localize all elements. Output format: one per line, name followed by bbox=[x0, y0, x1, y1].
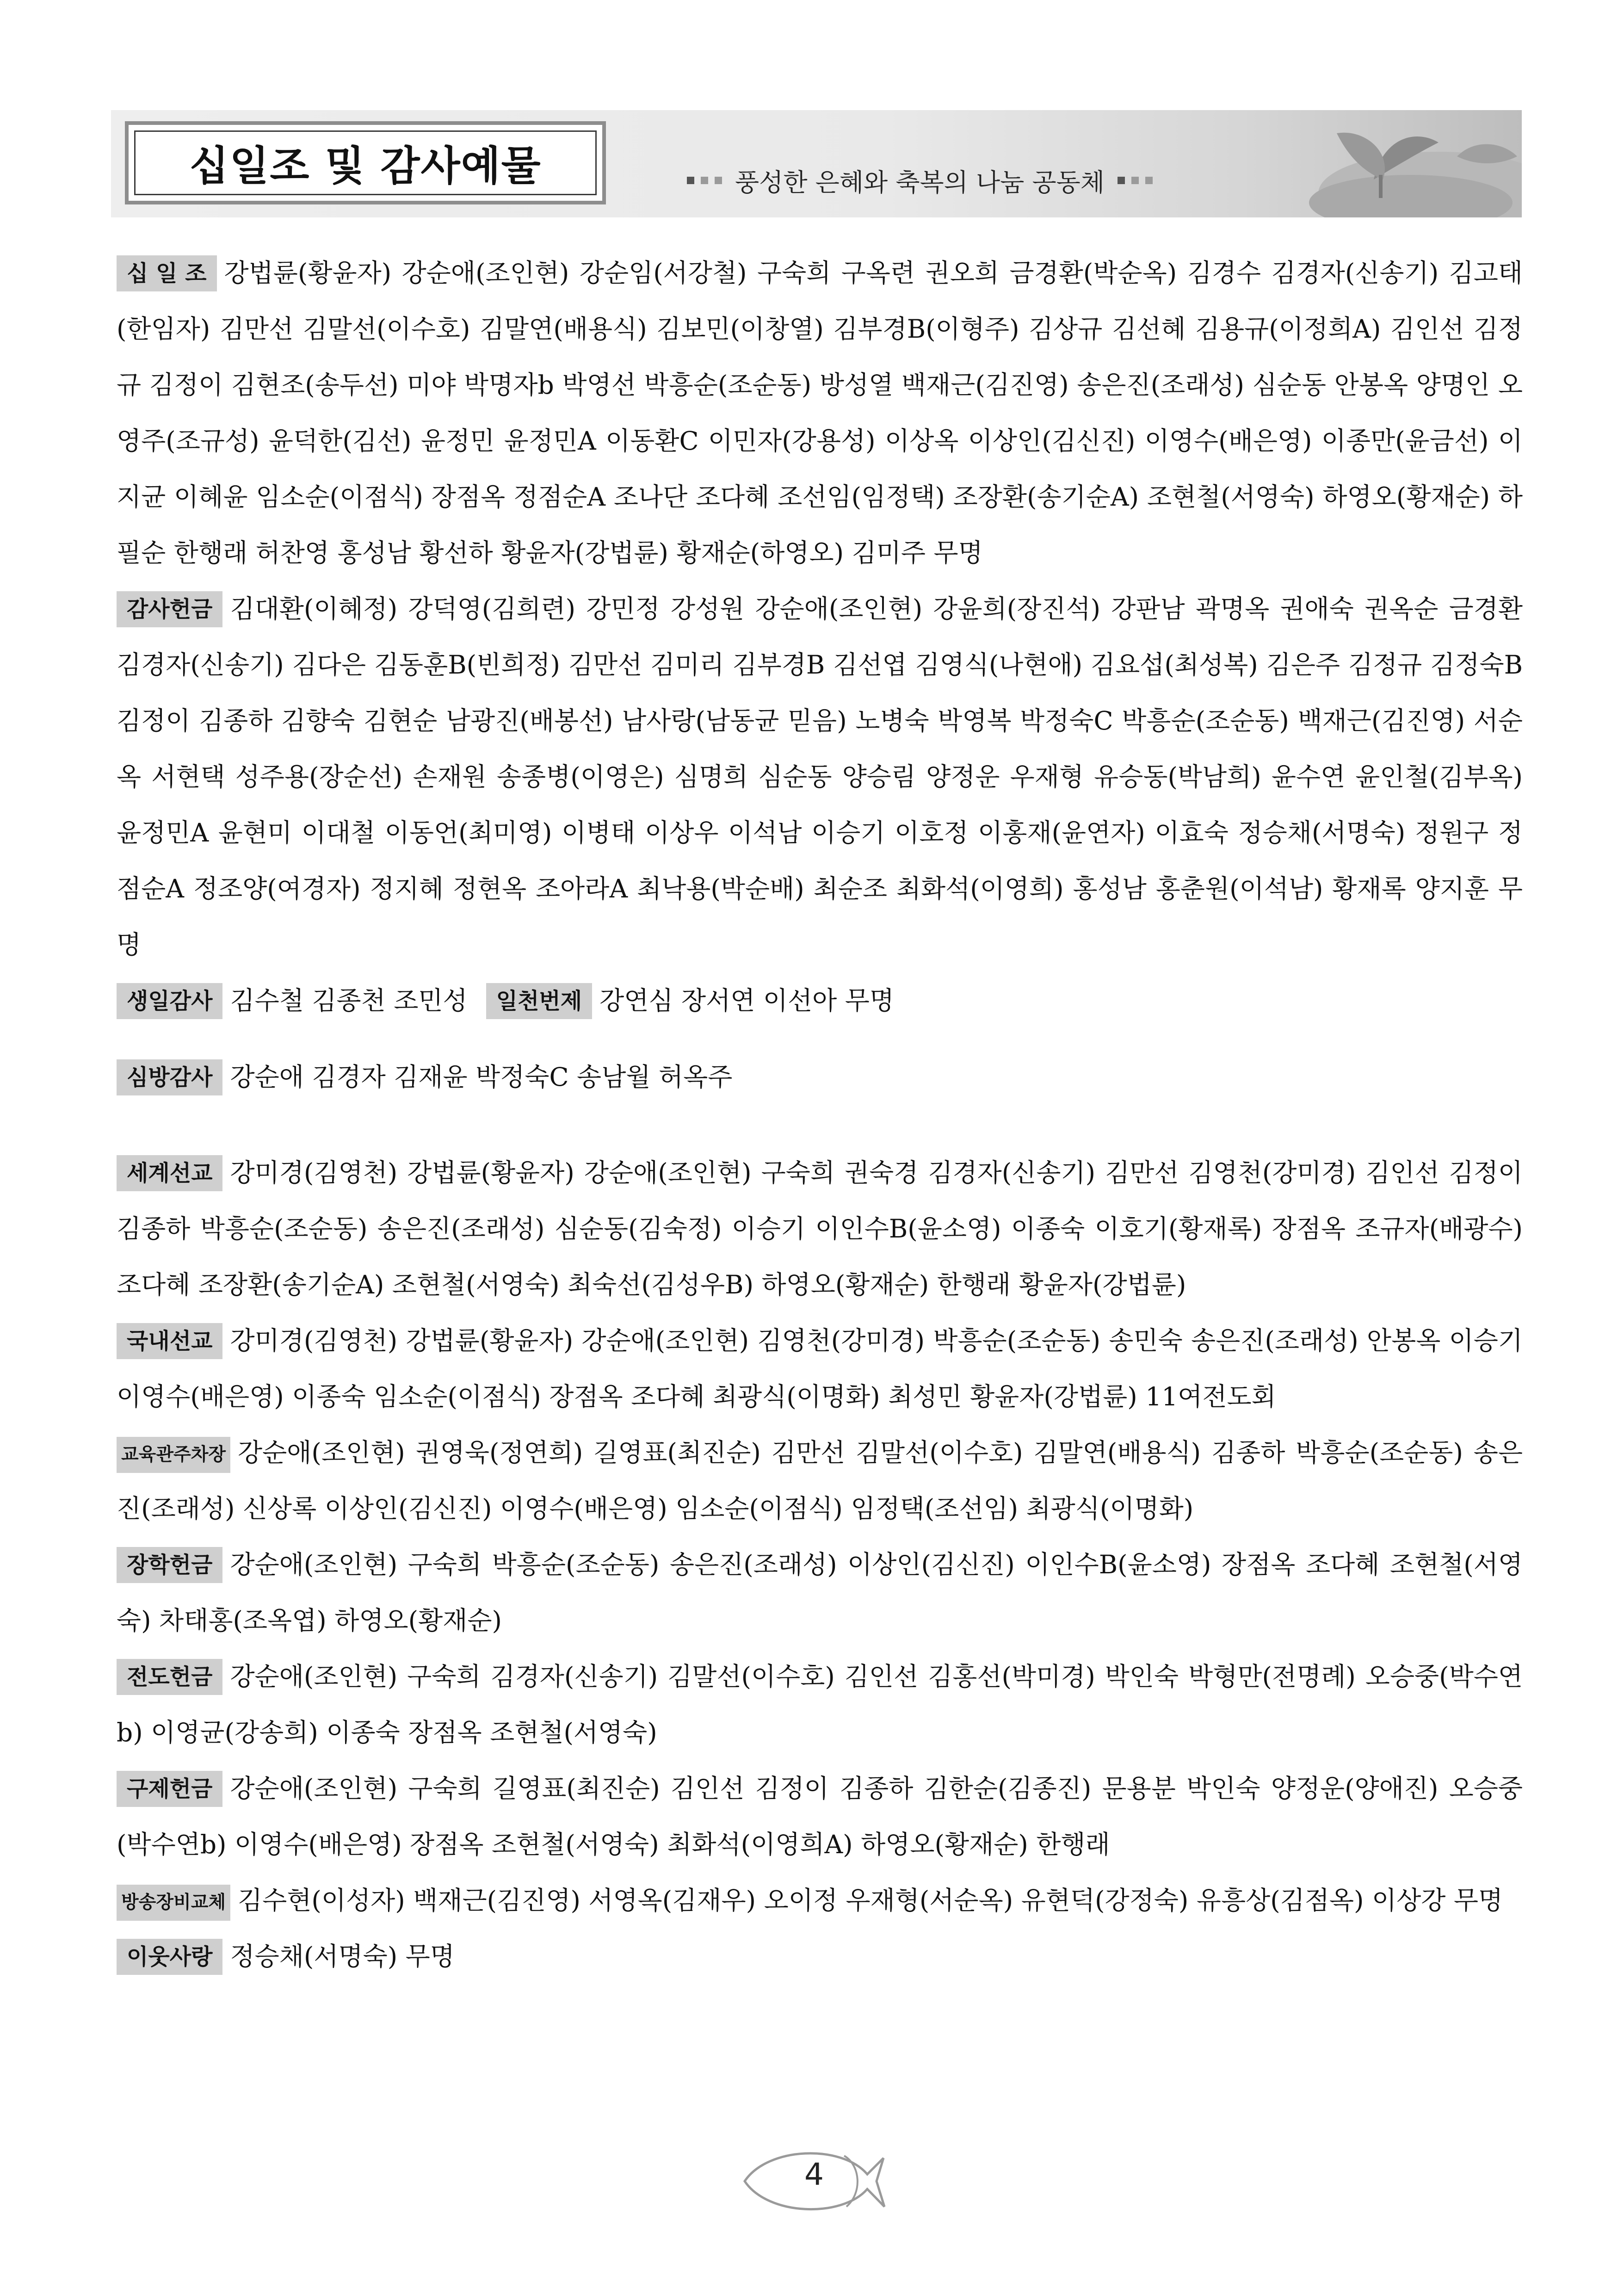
section-label: 국내선교 bbox=[117, 1323, 222, 1359]
section-education-parking bbox=[117, 1425, 1523, 1537]
section-names: 김수현(이성자) 백재근(김진영) 서영옥(김재우) 오이정 우재형(서순옥) 유현덕(강정숙) 유흥상(김점옥) 이상강 무명 bbox=[238, 1886, 1503, 1915]
section-label: 전도헌금 bbox=[117, 1659, 222, 1695]
offering-list bbox=[117, 245, 1523, 1985]
plant-hands-illustration bbox=[1198, 110, 1522, 217]
section-tithe bbox=[117, 245, 1523, 581]
section-names: 강순애(조인현) 구숙희 김경자(신송기) 김말선(이수호) 김인선 김홍선(박미경) 박인숙 박형만(전명례) 오승중(박수연b) 이영균(강송희) 이종숙 장점옥 조현철(서영숙) bbox=[117, 1662, 1523, 1747]
section-birthday-thanks bbox=[117, 973, 1523, 1029]
page-title-box bbox=[125, 121, 606, 204]
section-label: 이웃사랑 bbox=[117, 1939, 222, 1975]
section-names: 김수철 김종천 조민성 bbox=[230, 986, 468, 1015]
section-relief bbox=[117, 1761, 1523, 1873]
section-names: 강미경(김영천) 강법륜(황윤자) 강순애(조인현) 구숙희 권숙경 김경자(신송기) 김만선 김영천(강미경) 김인선 김정이 김종하 박흥순(조순동) 송은진(조래성) 심순동(김숙정) 이승기 이인수B(윤소영) 이종숙 이호기(황재록) 장점옥 조규자(배광수) 조다혜 조장환(송기순A) 조현철(서영숙) 최숙선(김성우B) 하영오(황재순) 한행래 황윤자(강법륜) bbox=[117, 1158, 1523, 1299]
section-names: 강미경(김영천) 강법륜(황윤자) 강순애(조인현) 김영천(강미경) 박흥순(조순동) 송민숙 송은진(조래성) 안봉옥 이승기 이영수(배은영) 이종숙 임소순(이점식) 장점옥 조다혜 최광식(이명화) 최성민 황윤자(강법륜) 11여전도회 bbox=[117, 1326, 1523, 1411]
section-names-secondary: 강연심 장서연 이선아 무명 bbox=[599, 986, 894, 1015]
section-label: 세계선교 bbox=[117, 1155, 222, 1191]
section-label: 십 일 조 bbox=[117, 255, 217, 291]
left-dots-ornament bbox=[687, 177, 722, 184]
section-world-mission bbox=[117, 1145, 1523, 1313]
section-names: 김대환(이혜정) 강덕영(김희련) 강민정 강성원 강순애(조인현) 강윤희(장진석) 강판남 곽명옥 권애숙 권옥순 금경환 김경자(신송기) 김다은 김동훈B(빈희정) 김만선 김미리 김부경B 김선엽 김영식(나현애) 김요섭(최성복) 김은주 김정규 김정숙B 김정이 김종하 김향숙 김현순 남광진(배봉선) 남사랑(남동균 믿음) 노병숙 박영복 박정숙C 박흥순(조순동) 백재근(김진영) 서순옥 서현택 성주용(장순선) 손재원 송종병(이영은) 심명희 심순동 양승림 양정운 우재형 유승동(박남희) 윤수연 윤인철(김부옥) 윤정민A 윤현미 이대철 이동언(최미영) 이병태 이상우 이석남 이승기 이호정 이홍재(윤연자) 이효숙 정승채(서명숙) 정원구 정점순A 정조양(여경자) 정지혜 정현옥 조아라A 최낙용(박순배) 최순조 최화석(이영희) 홍성남 홍춘원(이석남) 황재록 양지훈 무명 bbox=[117, 594, 1523, 959]
section-neighbor-love bbox=[117, 1929, 1523, 1985]
page-title: 십일조 및 감사예물 bbox=[189, 142, 542, 190]
page-number: 4 bbox=[804, 2157, 824, 2192]
page-subtitle: 풍성한 은혜와 축복의 나눔 공동체 bbox=[735, 167, 1105, 197]
section-label: 구제헌금 bbox=[117, 1771, 222, 1807]
section-names: 강법륜(황윤자) 강순애(조인현) 강순임(서강철) 구숙희 구옥련 권오희 금경환(박순옥) 김경수 김경자(신송기) 김고태(한임자) 김만선 김말선(이수호) 김말연(배용식) 김보민(이창열) 김부경B(이형주) 김상규 김선혜 김용규(이정희A) 김인선 김정규 김정이 김현조(송두선) 미야 박명자b 박영선 박흥순(조순동) 방성열 백재근(김진영) 송은진(조래성) 심순동 안봉옥 양명인 오영주(조규성) 윤덕한(김선) 윤정민 윤정민A 이동환C 이민자(강용성) 이상옥 이상인(김신진) 이영수(배은영) 이종만(윤금선) 이지균 이혜윤 임소순(이점식) 장점옥 정점순A 조나단 조다혜 조선임(임정택) 조장환(송기순A) 조현철(서영숙) 하영오(황재순) 하필순 한행래 허찬영 홍성남 황선하 황윤자(강법륜) 황재순(하영오) 김미주 무명 bbox=[117, 258, 1523, 568]
section-names: 정승채(서명숙) 무명 bbox=[230, 1942, 455, 1971]
section-label: 교육관주차장 bbox=[117, 1437, 230, 1473]
section-visitation-thanks bbox=[117, 1049, 1523, 1105]
section-label: 장학헌금 bbox=[117, 1547, 222, 1583]
section-domestic-mission bbox=[117, 1313, 1523, 1425]
section-names: 강순애(조인현) 권영욱(정연희) 길영표(최진순) 김만선 김말선(이수호) 김말연(배용식) 김종하 박흥순(조순동) 송은진(조래성) 신상록 이상인(김신진) 이영수(배은영) 임소순(이점식) 임정택(조선임) 최광식(이명화) bbox=[117, 1438, 1523, 1523]
section-broadcast-equipment bbox=[117, 1873, 1523, 1929]
page-footer bbox=[735, 2137, 888, 2216]
section-names: 강순애 김경자 김재윤 박정숙C 송남월 허옥주 bbox=[230, 1062, 733, 1092]
section-names: 강순애(조인현) 구숙희 박흥순(조순동) 송은진(조래성) 이상인(김신진) 이인수B(윤소영) 장점옥 조다혜 조현철(서영숙) 차태홍(조옥엽) 하영오(황재순) bbox=[117, 1550, 1523, 1635]
subtitle-area bbox=[687, 162, 1153, 199]
section-thanks-offering bbox=[117, 581, 1523, 973]
section-label: 감사헌금 bbox=[117, 591, 222, 627]
section-evangelism bbox=[117, 1649, 1523, 1761]
right-dots-ornament bbox=[1118, 177, 1153, 184]
section-label: 방송장비교체 bbox=[117, 1885, 230, 1921]
section-label: 생일감사 bbox=[117, 983, 222, 1019]
section-label-secondary: 일천번제 bbox=[486, 983, 592, 1019]
section-names: 강순애(조인현) 구숙희 길영표(최진순) 김인선 김정이 김종하 김한순(김종진) 문용분 박인숙 양정운(양애진) 오승중(박수연b) 이영수(배은영) 장점옥 조현철(서영숙) 최화석(이영희A) 하영오(황재순) 한행래 bbox=[117, 1774, 1523, 1859]
section-label: 심방감사 bbox=[117, 1059, 222, 1095]
section-scholarship bbox=[117, 1537, 1523, 1649]
